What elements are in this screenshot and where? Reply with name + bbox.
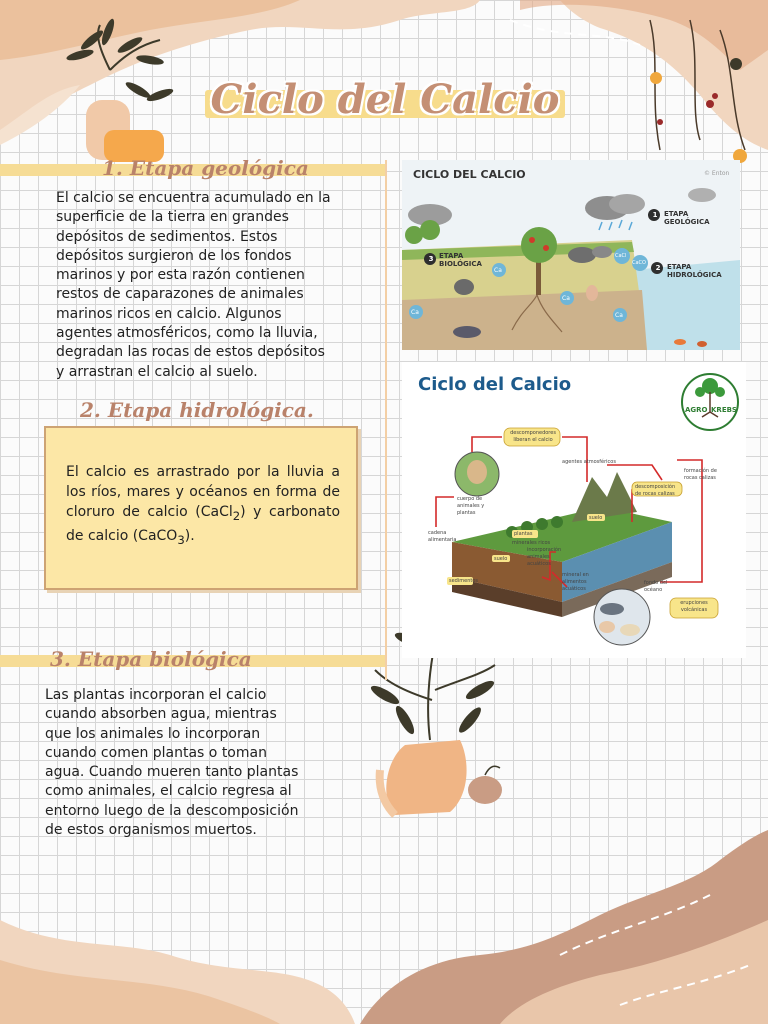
text-line: agua. Cuando mueren tanto plantas <box>45 764 299 781</box>
text-part: El calcio es arrastrado por la lluvia a los ríos, mares y océanos en forma de cloruro de calcio (CaCl <box>66 464 340 520</box>
text-line: que los animales lo incorporan <box>45 725 261 742</box>
text-line: entorno luego de la descomposición <box>45 802 299 819</box>
text-line: cuando comen plantas o toman <box>45 744 267 761</box>
label-fondo: fondo del océano <box>644 580 668 593</box>
text-line: y arrastran el calcio al suelo. <box>56 363 258 380</box>
label-formacion: formación de rocas calizas <box>684 468 717 481</box>
label-cuerpo: cuerpo de animales y plantas <box>457 496 485 516</box>
label-suelo: suelo <box>494 556 508 562</box>
label-descomponedores: descomponedores liberan el calcio <box>510 430 556 443</box>
stage1-label-line1: ETAPA <box>664 210 689 218</box>
ca-label: Ca <box>562 295 570 302</box>
label-cadena: cadena alimentaria <box>428 530 457 543</box>
figure-ciclo-calcio-1 <box>402 160 740 350</box>
stage3-label-line2: BIOLÓGICA <box>439 260 482 268</box>
figure2-title: Ciclo del Calcio <box>418 374 572 395</box>
label-suelo-2: suelo <box>589 515 603 521</box>
heading-etapa-hidrologica: 2. Etapa hidrológica. <box>80 398 314 422</box>
ca-label: Ca <box>411 309 419 316</box>
figure1-credit: © Enton <box>704 170 730 177</box>
text-line: cuando absorben agua, mientras <box>45 706 277 723</box>
text-line: Las plantas incorporan el calcio <box>45 687 267 703</box>
text-line: agentes atmosféricos, como la lluvia, <box>56 325 318 342</box>
text-line: degradan las rocas de estos depósitos <box>56 344 325 361</box>
figure1-title: CICLO DEL CALCIO <box>413 168 526 181</box>
text-part: ) y carbonato de calcio (CaCO <box>66 504 341 544</box>
label-plantas: plantas <box>514 531 533 537</box>
ca-label: Ca <box>615 312 623 319</box>
stage2-label-line1: ETAPA <box>667 263 692 271</box>
caco-label: CaCO <box>632 260 646 266</box>
text-line: marinos y por esta razón contienen <box>56 267 305 284</box>
subscript: 3 <box>177 532 185 547</box>
hidrologica-box <box>44 426 358 590</box>
label-mineral-alimento: mineral en alimentos acuáticos <box>562 572 589 592</box>
subscript: 2 <box>232 508 241 523</box>
text-part: ). <box>184 527 195 544</box>
text-line: depósitos surgieron de los fondos <box>56 247 292 264</box>
text-etapa-geologica <box>56 189 356 382</box>
text-line: de estos organismos muertos. <box>45 822 257 839</box>
heading-etapa-biologica: 3. Etapa biológica <box>50 647 252 671</box>
text-line: superficie de la tierra en grandes <box>56 209 289 226</box>
figure-ciclo-calcio-2 <box>402 362 746 658</box>
text-line: El calcio se encuentra acumulado en la <box>56 190 331 206</box>
cacl-label: CaCl <box>615 253 627 259</box>
page-title-text: Ciclo del Calcio <box>210 76 560 123</box>
stage3-number: 3 <box>428 255 434 263</box>
logo-text-right: KREBS <box>711 406 737 414</box>
text-etapa-hidrologica <box>66 462 340 550</box>
label-descomposicion: descomposición de rocas calizas <box>635 484 676 497</box>
text-line: restos de caparazones de animales <box>56 286 304 303</box>
stage2-number: 2 <box>655 264 661 272</box>
text-line: marinos ricos en calcio. Algunos <box>56 305 282 322</box>
stage3-label-line1: ETAPA <box>439 252 464 260</box>
stage1-number: 1 <box>652 211 658 219</box>
ca-label: Ca <box>494 267 502 274</box>
stage1-label-line2: GEOLÓGICA <box>664 218 710 226</box>
heading-etapa-geologica: 1. Etapa geológica <box>102 156 309 180</box>
vertical-divider <box>385 160 387 680</box>
text-etapa-biologica <box>45 686 329 840</box>
label-agentes: agentes atmosféricos <box>562 459 616 465</box>
text-line: como animales, el calcio regresa al <box>45 783 292 800</box>
text-line: depósitos de sedimentos. Estos <box>56 228 278 245</box>
label-sedimentos: sedimentos <box>449 578 478 584</box>
label-incorporacion: incorporación animales acuáticos <box>527 547 562 567</box>
logo-text-left: AGRO <box>685 406 708 414</box>
label-erupciones: erupciones volcánicas <box>680 600 708 613</box>
page-title <box>205 72 565 128</box>
stage2-label-line2: HIDROLÓGICA <box>667 271 722 279</box>
label-minerales: minerales ricos <box>512 540 551 546</box>
